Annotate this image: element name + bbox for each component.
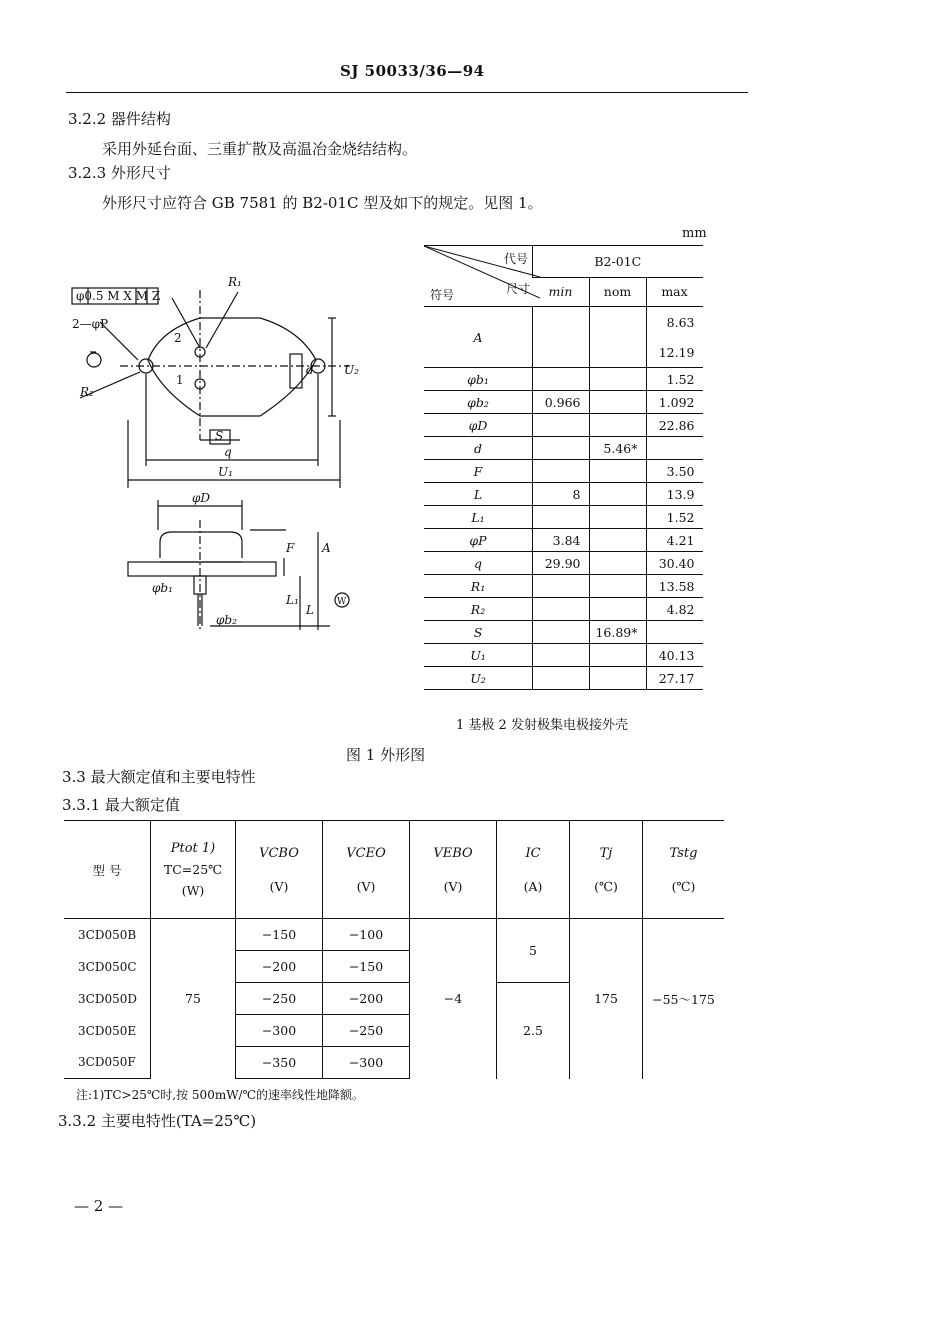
dim-header-diagonal <box>424 246 533 307</box>
dim-sym: φb₁ <box>424 368 533 391</box>
dim-col-min: min <box>533 277 590 306</box>
ratings-note: 注:1)TC>25℃时,按 500mW/℃的速率线性地降额。 <box>76 1088 365 1102</box>
fig-label-a: A <box>322 541 331 555</box>
dim-max: 1.52 <box>646 506 703 529</box>
dim-min <box>533 368 590 391</box>
rat-header-ic-sym: IC <box>525 845 541 861</box>
dim-max: 22.86 <box>646 414 703 437</box>
dim-col-max: max <box>646 277 703 306</box>
rat-header-vebo <box>410 821 497 919</box>
dim-row <box>424 391 703 414</box>
dim-min <box>533 575 590 598</box>
dim-row <box>424 437 703 460</box>
dim-unit: mm <box>682 226 707 241</box>
rat-header-vcbo <box>236 821 323 919</box>
dim-col-nom: nom <box>589 277 646 306</box>
dim-min <box>533 307 590 368</box>
dim-max: 13.9 <box>646 483 703 506</box>
fig-label-w: W <box>337 597 347 607</box>
dim-nom <box>589 307 646 368</box>
dim-row <box>424 460 703 483</box>
rat-header-ptot-sym: Ptot 1) <box>170 841 216 856</box>
dim-row <box>424 307 703 368</box>
fig-label-r1: R₁ <box>228 275 242 289</box>
dim-nom <box>589 529 646 552</box>
fig-label-phi-d: φD <box>192 491 211 505</box>
dim-nom: 5.46* <box>589 437 646 460</box>
dim-sym: L₁ <box>424 506 533 529</box>
rat-vcbo: −250 <box>236 983 323 1015</box>
dim-sym: φP <box>424 529 533 552</box>
dimension-table <box>424 245 703 690</box>
rat-type: 3CD050C <box>78 959 137 974</box>
rat-header-vebo-unit: (V) <box>443 878 463 894</box>
header-rule <box>66 92 748 93</box>
rat-tstg: −55～175 <box>643 919 725 1079</box>
dim-max-1: 8.63 <box>666 314 695 330</box>
rat-header-tj-sym: Tj <box>599 845 613 861</box>
page-number: — 2 — <box>74 1197 124 1215</box>
outline-drawing <box>60 270 420 640</box>
fig-label-s: S <box>215 429 224 443</box>
fig-label-hole: 2—φP <box>72 317 109 331</box>
dim-max <box>646 621 703 644</box>
dim-sym: q <box>424 552 533 575</box>
rat-vcbo: −300 <box>236 1015 323 1047</box>
dim-nom <box>589 552 646 575</box>
dim-sym: F <box>424 460 533 483</box>
dim-header-package: B2-01C <box>533 246 703 278</box>
rat-vcbo: −350 <box>236 1047 323 1079</box>
ratings-table <box>64 820 724 1079</box>
dim-row <box>424 506 703 529</box>
rat-vceo: −300 <box>323 1047 410 1079</box>
rat-header-ptot-cond: TC=25℃ <box>163 862 223 877</box>
rat-header-ptot <box>151 821 236 919</box>
dim-max: 4.82 <box>646 598 703 621</box>
rat-header-ic-unit: (A) <box>523 878 543 894</box>
fig-label-l: L <box>306 603 314 617</box>
rat-header-vebo-sym: VEBO <box>433 845 473 861</box>
dim-min: 8 <box>533 483 590 506</box>
dim-header-symbol: 符号 <box>430 288 455 302</box>
dim-row <box>424 621 703 644</box>
rat-vcbo: −150 <box>236 919 323 951</box>
rat-header-tj <box>570 821 643 919</box>
dim-nom <box>589 414 646 437</box>
section-331-title: 3.3.1 最大额定值 <box>62 796 180 814</box>
dim-nom: 16.89* <box>589 621 646 644</box>
dim-sym: d <box>424 437 533 460</box>
fig-label-d: d <box>306 363 314 377</box>
dim-nom <box>589 598 646 621</box>
rat-type: 3CD050F <box>64 1047 151 1079</box>
dim-min: 3.84 <box>533 529 590 552</box>
dim-max: 1.52 <box>646 368 703 391</box>
table-row <box>64 919 724 951</box>
rat-header-tstg <box>643 821 725 919</box>
rat-header-vcbo-sym: VCBO <box>259 845 299 861</box>
dim-sym: U₁ <box>424 644 533 667</box>
rat-tj: 175 <box>570 919 643 1079</box>
rat-type: 3CD050E <box>78 1023 137 1038</box>
dim-row <box>424 483 703 506</box>
dim-row <box>424 414 703 437</box>
dim-sym: S <box>424 621 533 644</box>
rat-header-vceo-sym: VCEO <box>346 845 386 861</box>
fig-label-r2: R₂ <box>80 385 94 399</box>
fig-label-l1: L₁ <box>286 593 299 607</box>
rat-header-vcbo-unit: (V) <box>269 878 289 894</box>
fig-label-phi-b2: φb₂ <box>216 613 237 627</box>
dim-sym: R₂ <box>424 598 533 621</box>
dim-nom <box>589 391 646 414</box>
dim-row <box>424 644 703 667</box>
rat-vceo: −250 <box>323 1015 410 1047</box>
rat-header-ptot-unit: (W) <box>181 883 205 898</box>
dim-min <box>533 437 590 460</box>
dim-min <box>533 460 590 483</box>
dim-nom <box>589 667 646 690</box>
rat-header-vceo-unit: (V) <box>356 878 376 894</box>
dim-nom <box>589 483 646 506</box>
dim-min <box>533 667 590 690</box>
rat-ic-a: 5 <box>497 919 570 983</box>
dim-min: 29.90 <box>533 552 590 575</box>
dim-min <box>533 506 590 529</box>
dim-header-code: 代号 <box>503 252 528 266</box>
dim-max: 4.21 <box>646 529 703 552</box>
dim-min <box>533 598 590 621</box>
dim-max: 1.092 <box>646 391 703 414</box>
doc-number: SJ 50033/36—94 <box>340 62 485 80</box>
dim-min <box>533 644 590 667</box>
rat-header-vceo <box>323 821 410 919</box>
rat-type: 3CD050B <box>78 927 137 942</box>
rat-header-tj-unit: (℃) <box>594 878 618 894</box>
rat-vceo: −100 <box>323 919 410 951</box>
dim-min: 0.966 <box>533 391 590 414</box>
dim-footnote: 1 基极 2 发射极集电极接外壳 <box>456 718 628 733</box>
cap-profile <box>160 532 242 558</box>
dim-max: 27.17 <box>646 667 703 690</box>
dim-min <box>533 414 590 437</box>
flange-profile <box>128 562 276 576</box>
rat-vcbo: −200 <box>236 951 323 983</box>
rat-header-tstg-unit: (℃) <box>671 878 696 894</box>
dim-sym: L <box>424 483 533 506</box>
figure-caption: 图 1 外形图 <box>346 746 426 764</box>
dim-row <box>424 575 703 598</box>
fig-label-tolerance: φ0.5 M X M Z <box>76 289 161 303</box>
dim-max: 3.50 <box>646 460 703 483</box>
dim-row <box>424 667 703 690</box>
dim-nom <box>589 368 646 391</box>
dim-max-2: 12.19 <box>658 344 695 360</box>
dim-row <box>424 368 703 391</box>
fig-label-u1: U₁ <box>218 465 233 479</box>
rat-vceo: −150 <box>323 951 410 983</box>
section-323-title: 3.2.3 外形尺寸 <box>68 164 171 182</box>
section-322-title: 3.2.2 器件结构 <box>68 110 171 128</box>
fig-label-q: q <box>224 445 232 459</box>
section-323-body: 外形尺寸应符合 GB 7581 的 B2-01C 型及如下的规定。见图 1。 <box>102 194 543 212</box>
section-33-title: 3.3 最大额定值和主要电特性 <box>62 768 256 786</box>
dim-min <box>533 621 590 644</box>
dim-sym: A <box>424 307 533 368</box>
dim-sym: U₂ <box>424 667 533 690</box>
rat-header-type-label: 型 号 <box>92 862 122 878</box>
rat-type: 3CD050D <box>78 991 137 1006</box>
fig-label-pin2: 2 <box>174 331 182 345</box>
dim-sym: φD <box>424 414 533 437</box>
dim-nom <box>589 644 646 667</box>
dim-nom <box>589 575 646 598</box>
dim-row <box>424 552 703 575</box>
rat-header-tstg-sym: Tstg <box>669 845 698 861</box>
rat-ic-b: 2.5 <box>497 983 570 1079</box>
fig-label-f: F <box>286 541 295 555</box>
dim-max <box>646 437 703 460</box>
fig-label-phi-b1: φb₁ <box>152 581 173 595</box>
fig-label-pin1: 1 <box>176 373 184 387</box>
dim-header-size: 尺寸 <box>505 282 530 296</box>
section-322-body: 采用外延台面、三重扩散及高温冶金烧结结构。 <box>102 140 418 158</box>
dim-nom <box>589 460 646 483</box>
dim-max <box>646 307 703 368</box>
rat-vceo: −200 <box>323 983 410 1015</box>
dim-nom <box>589 506 646 529</box>
rat-header-type <box>64 821 151 919</box>
rat-vebo: −4 <box>410 919 497 1079</box>
dim-sym: φb₂ <box>424 391 533 414</box>
section-332-title: 3.3.2 主要电特性(TA=25℃) <box>58 1112 257 1130</box>
rat-header-ic <box>497 821 570 919</box>
fig-label-u2: U₂ <box>344 363 359 377</box>
dim-row <box>424 529 703 552</box>
dim-row <box>424 598 703 621</box>
dim-max: 13.58 <box>646 575 703 598</box>
dim-max: 40.13 <box>646 644 703 667</box>
dim-max: 30.40 <box>646 552 703 575</box>
dim-sym: R₁ <box>424 575 533 598</box>
rat-ptot: 75 <box>151 919 236 1079</box>
